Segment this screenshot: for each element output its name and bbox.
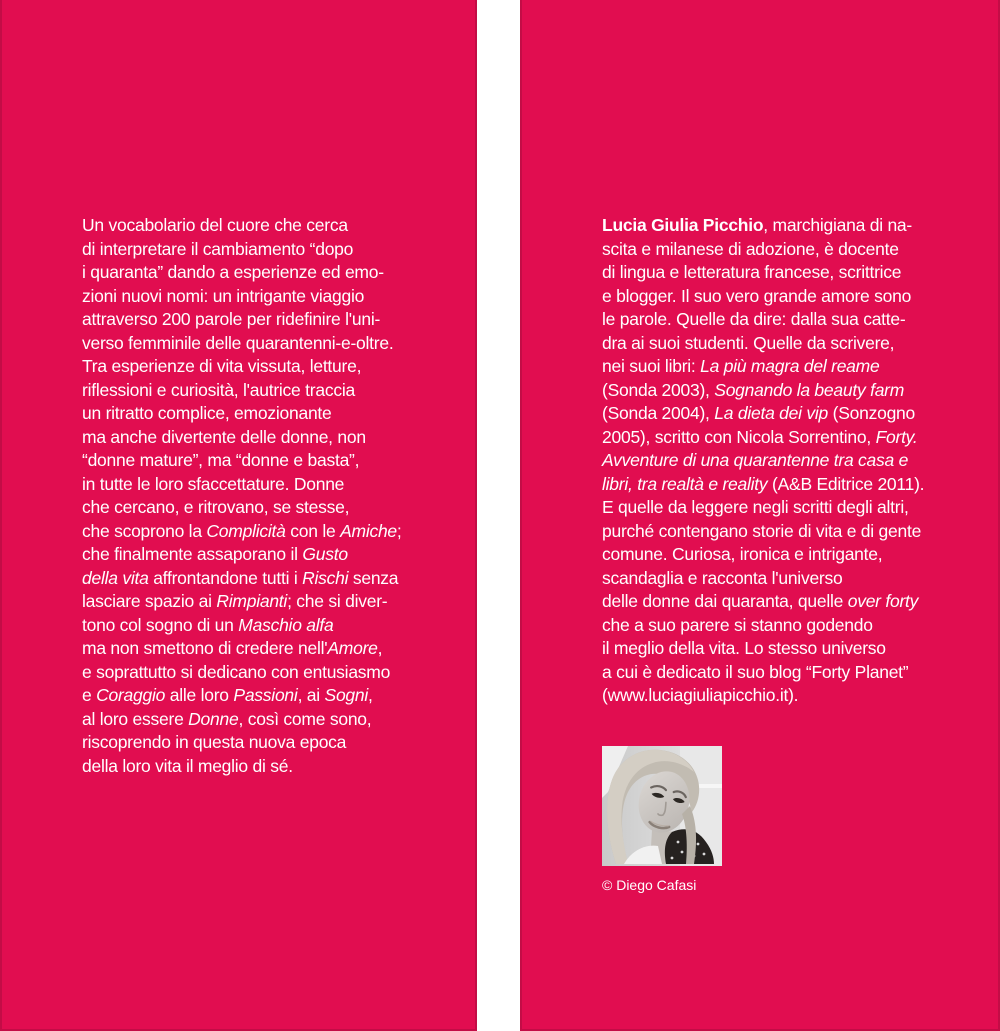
text-line: (Sonda 2003), Sognando la beauty farm — [602, 379, 905, 400]
text-line: riscoprendo in questa nuova epoca — [82, 732, 347, 752]
text-line: della loro vita il meglio di sé. — [82, 755, 293, 776]
left-flap-text — [82, 214, 476, 778]
text-line: e soprattutto si dedicano con entusiasmo — [82, 661, 391, 682]
text-line: (Sonda 2004), La dieta dei vip (Sonzogno — [602, 403, 916, 423]
text-line: le parole. Quelle da dire: dalla sua catte- — [602, 309, 906, 329]
text-line: in tutte le loro sfaccettature. Donne — [82, 473, 345, 494]
spine-gutter — [477, 0, 520, 1031]
right-flap-text — [602, 214, 999, 708]
text-line: delle donne dai quaranta, quelle over forty — [602, 591, 919, 611]
text-line: Avventure di una quarantenne tra casa e — [602, 450, 909, 470]
text-line: della vita affrontandone tutti i Rischi senza — [82, 567, 399, 588]
text-line: zioni nuovi nomi: un intrigante viaggio — [82, 285, 365, 306]
text-line: i quaranta” dando a esperienze ed emo- — [82, 262, 384, 282]
text-line: attraverso 200 parole per ridefinire l'uni- — [82, 309, 381, 329]
text-line: E quelle da leggere negli scritti degli altri, — [602, 497, 909, 517]
author-photo — [602, 746, 722, 866]
text-line: 2005), scritto con Nicola Sorrentino, Forty. — [602, 426, 918, 447]
text-line: al loro essere Donne, così come sono, — [82, 708, 372, 729]
photo-credit: © Diego Cafasi — [602, 877, 697, 893]
text-line: di lingua e letteratura francese, scrittrice — [602, 262, 902, 282]
text-line: un ritratto complice, emozionante — [82, 403, 332, 423]
text-line: che scoprono la Complicità con le Amiche; — [82, 520, 402, 541]
author-portrait-illustration — [602, 746, 722, 866]
text-line: lasciare spazio ai Rimpianti; che si diver- — [82, 591, 388, 611]
text-line: verso femminile delle quarantenni-e-oltre. — [82, 332, 394, 353]
text-line: Un vocabolario del cuore che cerca — [82, 215, 348, 235]
text-line: Tra esperienze di vita vissuta, letture, — [82, 356, 362, 376]
text-line: di interpretare il cambiamento “dopo — [82, 238, 354, 259]
text-line: Lucia Giulia Picchio, marchigiana di na- — [602, 215, 912, 235]
text-line: scita e milanese di adozione, è docente — [602, 238, 899, 259]
text-line: a cui è dedicato il suo blog “Forty Planet” — [602, 661, 909, 682]
text-line: scandaglia e racconta l'universo — [602, 567, 843, 588]
text-line: e Coraggio alle loro Passioni, ai Sogni, — [82, 685, 373, 705]
text-line: dra ai suoi studenti. Quelle da scrivere, — [602, 332, 895, 353]
text-line: tono col sogno di un Maschio alfa — [82, 614, 334, 635]
text-line: purché contengano storie di vita e di gente — [602, 520, 922, 541]
text-line: comune. Curiosa, ironica e intrigante, — [602, 544, 883, 564]
text-line: “donne mature”, ma “donne e basta”, — [82, 450, 360, 470]
text-line: che finalmente assaporano il Gusto — [82, 544, 348, 564]
text-line: il meglio della vita. Lo stesso universo — [602, 638, 886, 658]
text-line: libri, tra realtà e reality (A&B Editrice 2011). — [602, 473, 925, 494]
text-line: ma anche divertente delle donne, non — [82, 426, 366, 447]
text-line: e blogger. Il suo vero grande amore sono — [602, 285, 912, 306]
text-line: riflessioni e curiosità, l'autrice traccia — [82, 379, 355, 400]
text-line: che cercano, e ritrovano, se stesse, — [82, 497, 350, 517]
text-line: ma non smettono di credere nell'Amore, — [82, 638, 383, 658]
text-line: nei suoi libri: La più magra del reame — [602, 356, 880, 376]
text-line: che a suo parere si stanno godendo — [602, 614, 873, 635]
text-line: (www.luciagiuliapicchio.it). — [602, 685, 799, 705]
